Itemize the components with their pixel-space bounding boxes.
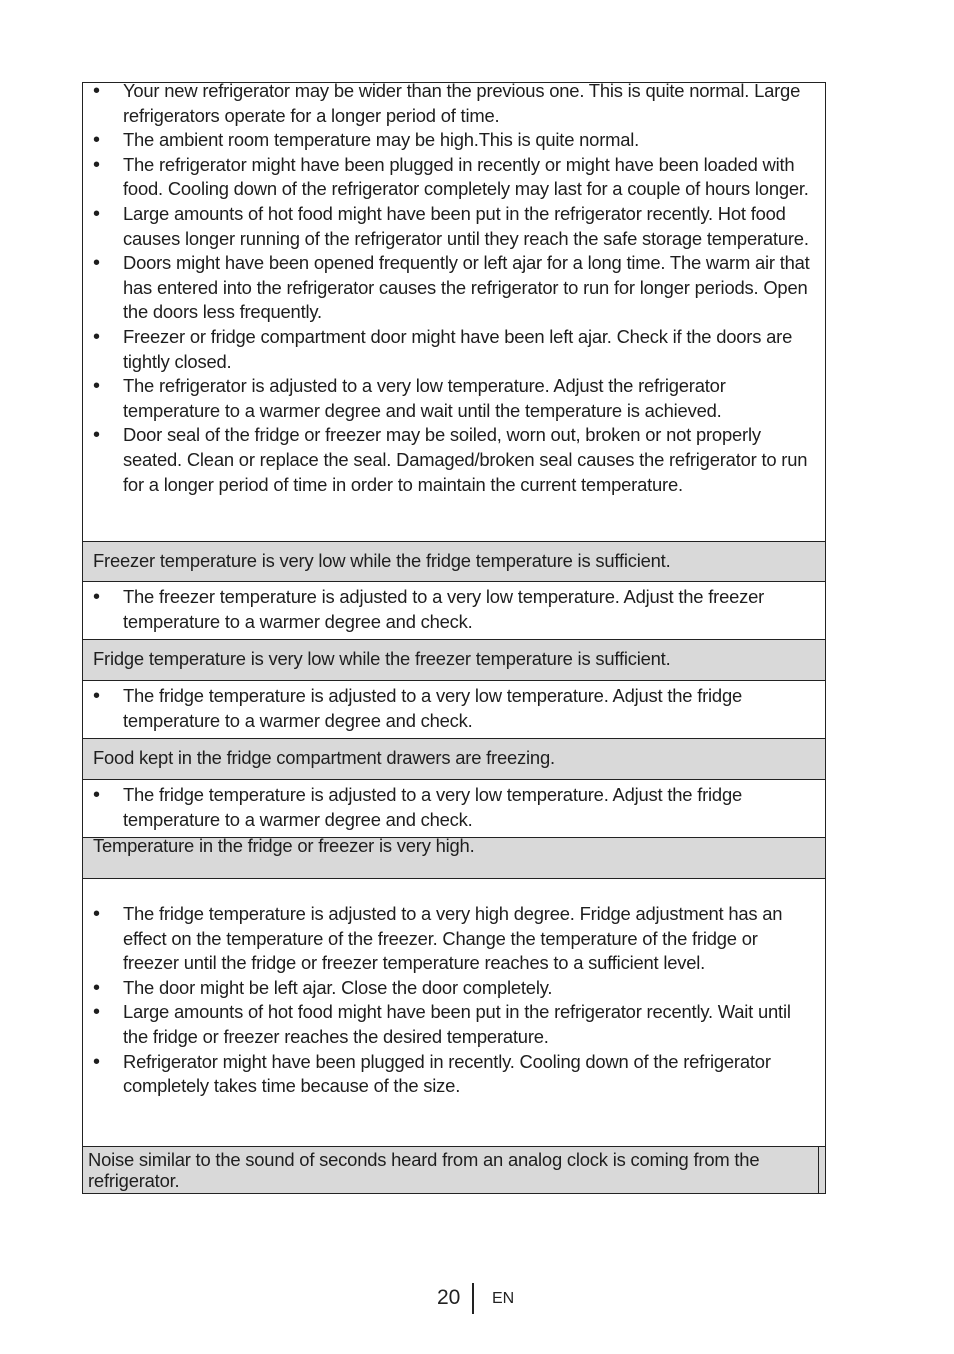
language-code: EN: [492, 1290, 515, 1307]
page-number: 20: [437, 1286, 461, 1309]
bullet-list: [83, 83, 825, 497]
heading-cell: [83, 1147, 819, 1193]
problem-heading-text: Noise similar to the sound of seconds heard from an analog clock is coming from the refrigerator.: [88, 1149, 760, 1191]
problem-heading-temperature-high: [83, 838, 825, 879]
list-item: • The refrigerator is adjusted to a very low temperature. Adjust the refrigerator temperature to a warmer degree and wait until the temperature is achieved.: [83, 374, 825, 423]
cause-list-drawers-freezing: [83, 780, 825, 838]
problem-heading-text: Fridge temperature is very low while the freezer temperature is sufficient.: [93, 648, 671, 669]
cause-list-temperature-high: [83, 879, 825, 1147]
cause-list-freezer-low: [83, 582, 825, 640]
list-item: • The door might be left ajar. Close the door completely.: [83, 976, 825, 1001]
list-item: • The fridge temperature is adjusted to a very low temperature. Adjust the fridge temperature to a warmer degree and check.: [83, 783, 825, 832]
list-item: • The fridge temperature is adjusted to a very low temperature. Adjust the fridge temperature to a warmer degree and check.: [83, 684, 825, 733]
list-item: • Large amounts of hot food might have been put in the refrigerator recently. Hot food causes longer running of the refrigerator until they reach the safe storage temperature.: [83, 202, 825, 251]
list-item: • The fridge temperature is adjusted to a very high degree. Fridge adjustment has an effect on the temperature of the freezer. Change the temperature of the fridge or freezer until the fridge or freezer temperature reaches to a sufficient level.: [83, 902, 825, 976]
problem-heading-text: Food kept in the fridge compartment drawers are freezing.: [93, 747, 555, 768]
problem-heading-clock-noise: [83, 1147, 825, 1194]
bullet-list: [83, 684, 825, 733]
cause-list-fridge-low: [83, 681, 825, 739]
list-item: • Doors might have been opened frequently or left ajar for a long time. The warm air that has entered into the refrigerator causes the refrigerator to run for longer periods. Open the doors less frequently.: [83, 251, 825, 325]
list-item: • Large amounts of hot food might have been put in the refrigerator recently. Wait until the fridge or freezer reaches the desired temperature.: [83, 1000, 825, 1049]
problem-heading-freezer-low: [83, 542, 825, 582]
list-item: • Freezer or fridge compartment door might have been left ajar. Check if the doors are tightly closed.: [83, 325, 825, 374]
list-item: • The refrigerator might have been plugged in recently or might have been loaded with food. Cooling down of the refrigerator completely may last for a couple of hours longer.: [83, 153, 825, 202]
page-footer: [0, 1283, 954, 1315]
problem-heading-text: Temperature in the fridge or freezer is very high.: [93, 838, 475, 856]
bullet-list: [83, 783, 825, 832]
list-item: • The freezer temperature is adjusted to a very low temperature. Adjust the freezer temperature to a warmer degree and check.: [83, 585, 825, 634]
list-item: • Your new refrigerator may be wider than the previous one. This is quite normal. Large refrigerators operate for a longer period of time.: [83, 83, 825, 128]
list-item: • The ambient room temperature may be high.This is quite normal.: [83, 128, 825, 153]
bullet-list: [83, 585, 825, 634]
problem-heading-text: Freezer temperature is very low while the fridge temperature is sufficient.: [93, 550, 671, 571]
list-item: • Door seal of the fridge or freezer may be soiled, worn out, broken or not properly seated. Clean or replace the seal. Damaged/broken seal causes the refrigerator to run for a longer period of time in order to maintain the current temperature.: [83, 423, 825, 497]
bullet-list: [83, 902, 825, 1099]
cause-list-long-running: [83, 83, 825, 542]
list-item: • Refrigerator might have been plugged in recently. Cooling down of the refrigerator completely takes time because of the size.: [83, 1050, 825, 1099]
problem-heading-drawers-freezing: [83, 739, 825, 780]
troubleshooting-table: [82, 82, 826, 1194]
footer-divider: [472, 1283, 474, 1314]
problem-heading-fridge-low: [83, 640, 825, 681]
